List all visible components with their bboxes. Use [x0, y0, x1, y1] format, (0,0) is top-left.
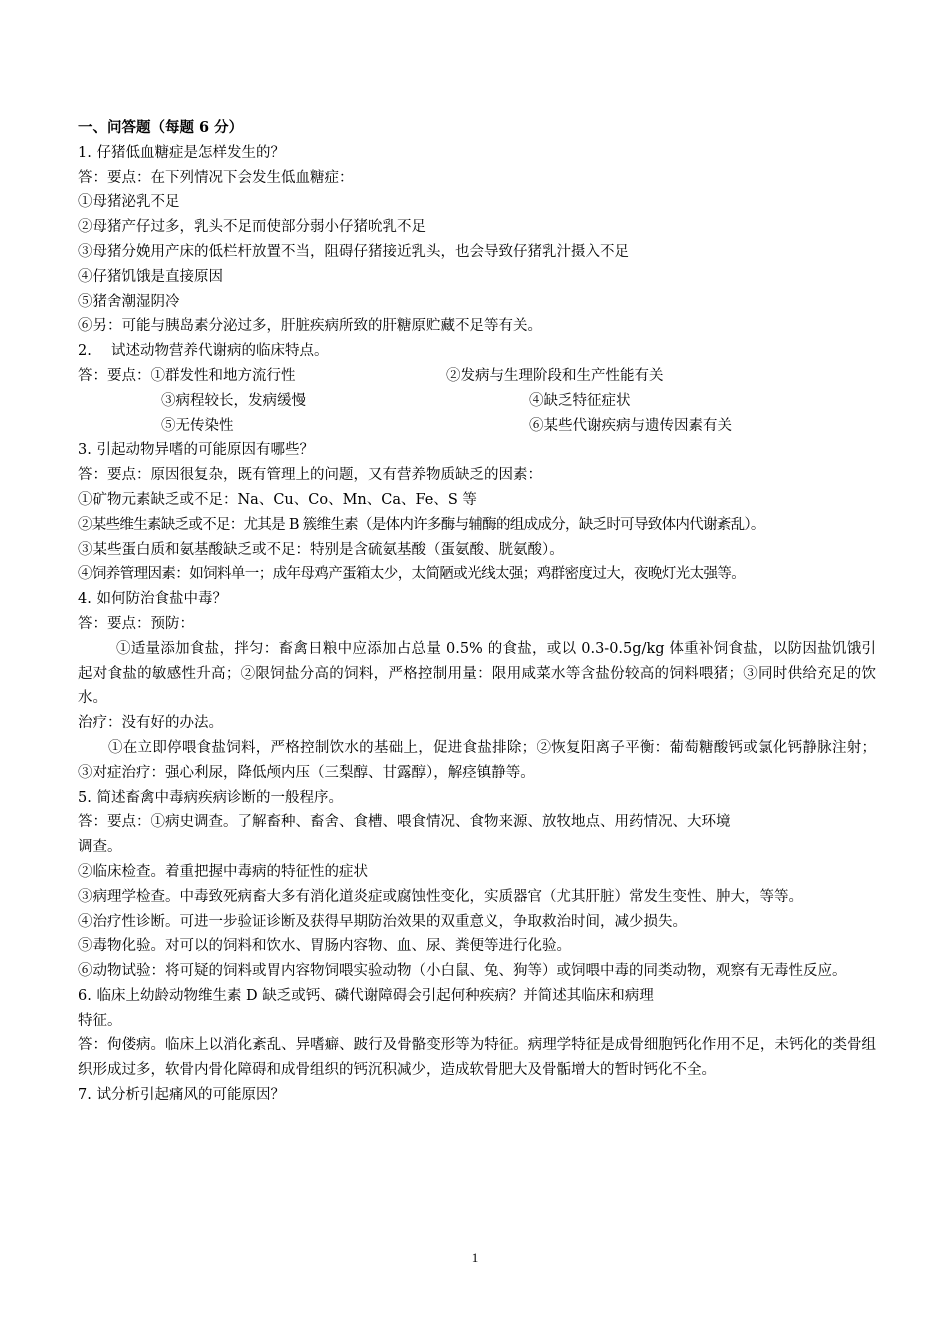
- answer-4-treatment: ①在立即停喂食盐饲料，严格控制饮水的基础上，促进食盐排除；②恢复阳离子平衡：葡萄糖酸钙或氯化钙静脉注射；③对症治疗：强心利尿，降低颅内压（三梨醇、甘露醇），解痉镇静等。: [78, 739, 876, 781]
- answer-5-point: ④治疗性诊断。可进一步验证诊断及获得早期防治效果的双重意义，争取救治时间，减少损失。: [78, 913, 687, 930]
- question-6-cont: 特征。: [78, 1012, 122, 1029]
- answer-2-point: ①群发性和地方流行性: [150, 367, 296, 384]
- answer-1-point: ⑥另：可能与胰岛素分泌过多，肝脏疾病所致的肝糖原贮藏不足等有关。: [78, 318, 542, 335]
- answer-3-point: ②某些维生素缺乏或不足：尤其是 B 簇维生素（是体内许多酶与辅酶的组成成分，缺乏时可导致体内代谢紊乱）。: [78, 516, 765, 533]
- answer-2-row: [78, 414, 876, 439]
- answer-2-point: ④缺乏特征症状: [529, 392, 631, 409]
- answer-3-point: ③某些蛋白质和氨基酸缺乏或不足：特别是含硫氨基酸（蛋氨酸、胱氨酸）。: [78, 541, 564, 558]
- answer-5-point: 答：要点：①病史调查。了解畜种、畜舍、食槽、喂食情况、食物来源、放牧地点、用药情况、大环境: [78, 814, 731, 831]
- answer-3-point: ①矿物元素缺乏或不足：Na、Cu、Co、Mn、Ca、Fe、S 等: [78, 491, 477, 508]
- answer-4-treatment-intro: 治疗：没有好的办法。: [78, 715, 223, 732]
- answer-1-intro: 答：要点：在下列情况下会发生低血糖症：: [78, 169, 354, 186]
- question-4: 4. 如何防治食盐中毒？: [78, 591, 227, 608]
- answer-1-point: ③母猪分娩用产床的低栏杆放置不当，阻碍仔猪接近乳头，也会导致仔猪乳汁摄入不足: [78, 243, 629, 260]
- answer-4-intro: 答：要点：预防：: [78, 615, 194, 632]
- answer-2-point: ③病程较长，发病缓慢: [161, 392, 306, 409]
- answer-3-intro: 答：要点：原因很复杂，既有管理上的问题，又有营养物质缺乏的因素：: [78, 467, 542, 484]
- answer-5-point: ⑥动物试验：将可疑的饲料或胃内容物饲喂实验动物（小白鼠、兔、狗等）或饲喂中毒的同类动物，观察有无毒性反应。: [78, 963, 847, 980]
- answer-4-prevention: ①适量添加食盐，拌匀：畜禽日粮中应添加占总量 0.5% 的食盐，或以 0.3-0.5g/kg 体重补饲食盐，以防因盐饥饿引起对食盐的敏感性升高；②限饲盐分高的饲料，严格控制用量：限用咸菜水等含盐份较高的饲料喂猪；③同时供给充足的饮水。: [78, 640, 876, 707]
- question-3: 3. 引起动物异嗜的可能原因有哪些？: [78, 442, 314, 459]
- answer-2-point: ②发病与生理阶段和生产性能有关: [446, 367, 664, 384]
- answer-6: 答：佝偻病。临床上以消化紊乱、异嗜癖、跛行及骨骼变形等为特征。病理学特征是成骨细胞钙化作用不足，未钙化的类骨组织形成过多，软骨内骨化障碍和成骨组织的钙沉积减少，造成软骨肥大及骨骺增大的暂时钙化不全。: [78, 1037, 876, 1079]
- question-7: 7. 试分析引起痛风的可能原因？: [78, 1087, 285, 1104]
- answer-5-point-cont: 调查。: [78, 839, 122, 856]
- answer-2-point: ⑥某些代谢疾病与遗传因素有关: [529, 417, 732, 434]
- answer-2-row: [78, 364, 876, 389]
- answer-1-point: ②母猪产仔过多，乳头不足而使部分弱小仔猪吮乳不足: [78, 219, 426, 236]
- question-1: 1. 仔猪低血糖症是怎样发生的？: [78, 144, 285, 161]
- answer-5-point: ③病理学检查。中毒致死病畜大多有消化道炎症或腐蚀性变化，实质器官（尤其肝脏）常发生变性、肿大，等等。: [78, 888, 803, 905]
- answer-2-prefix: 答：要点：: [78, 367, 151, 384]
- question-5: 5. 简述畜禽中毒病疾病诊断的一般程序。: [78, 789, 343, 806]
- answer-1-point: ⑤猪舍潮湿阴冷: [78, 293, 180, 310]
- answer-1-point: ①母猪泌乳不足: [78, 194, 180, 211]
- document-body: [78, 116, 876, 1108]
- answer-1-point: ④仔猪饥饿是直接原因: [78, 268, 223, 285]
- section-title: 一、问答题（每题 6 分）: [78, 119, 244, 136]
- answer-2-point: ⑤无传染性: [161, 417, 234, 434]
- answer-3-point: ④饲养管理因素：如饲料单一；成年母鸡产蛋箱太少，太简陋或光线太强；鸡群密度过大，夜晚灯光太强等。: [78, 566, 746, 583]
- answer-5-point: ⑤毒物化验。对可以的饲料和饮水、胃肠内容物、血、尿、粪便等进行化验。: [78, 938, 571, 955]
- answer-2-col1-item: [78, 364, 446, 389]
- question-6: 6. 临床上幼龄动物维生素 D 缺乏或钙、磷代谢障碍会引起何种疾病？并简述其临床和病理: [78, 987, 654, 1004]
- question-2: 2. 试述动物营养代谢病的临床特点。: [78, 343, 329, 360]
- answer-2-row: [78, 389, 876, 414]
- page-number: 1: [471, 1250, 479, 1265]
- answer-5-point: ②临床检查。着重把握中毒病的特征性的症状: [78, 863, 368, 880]
